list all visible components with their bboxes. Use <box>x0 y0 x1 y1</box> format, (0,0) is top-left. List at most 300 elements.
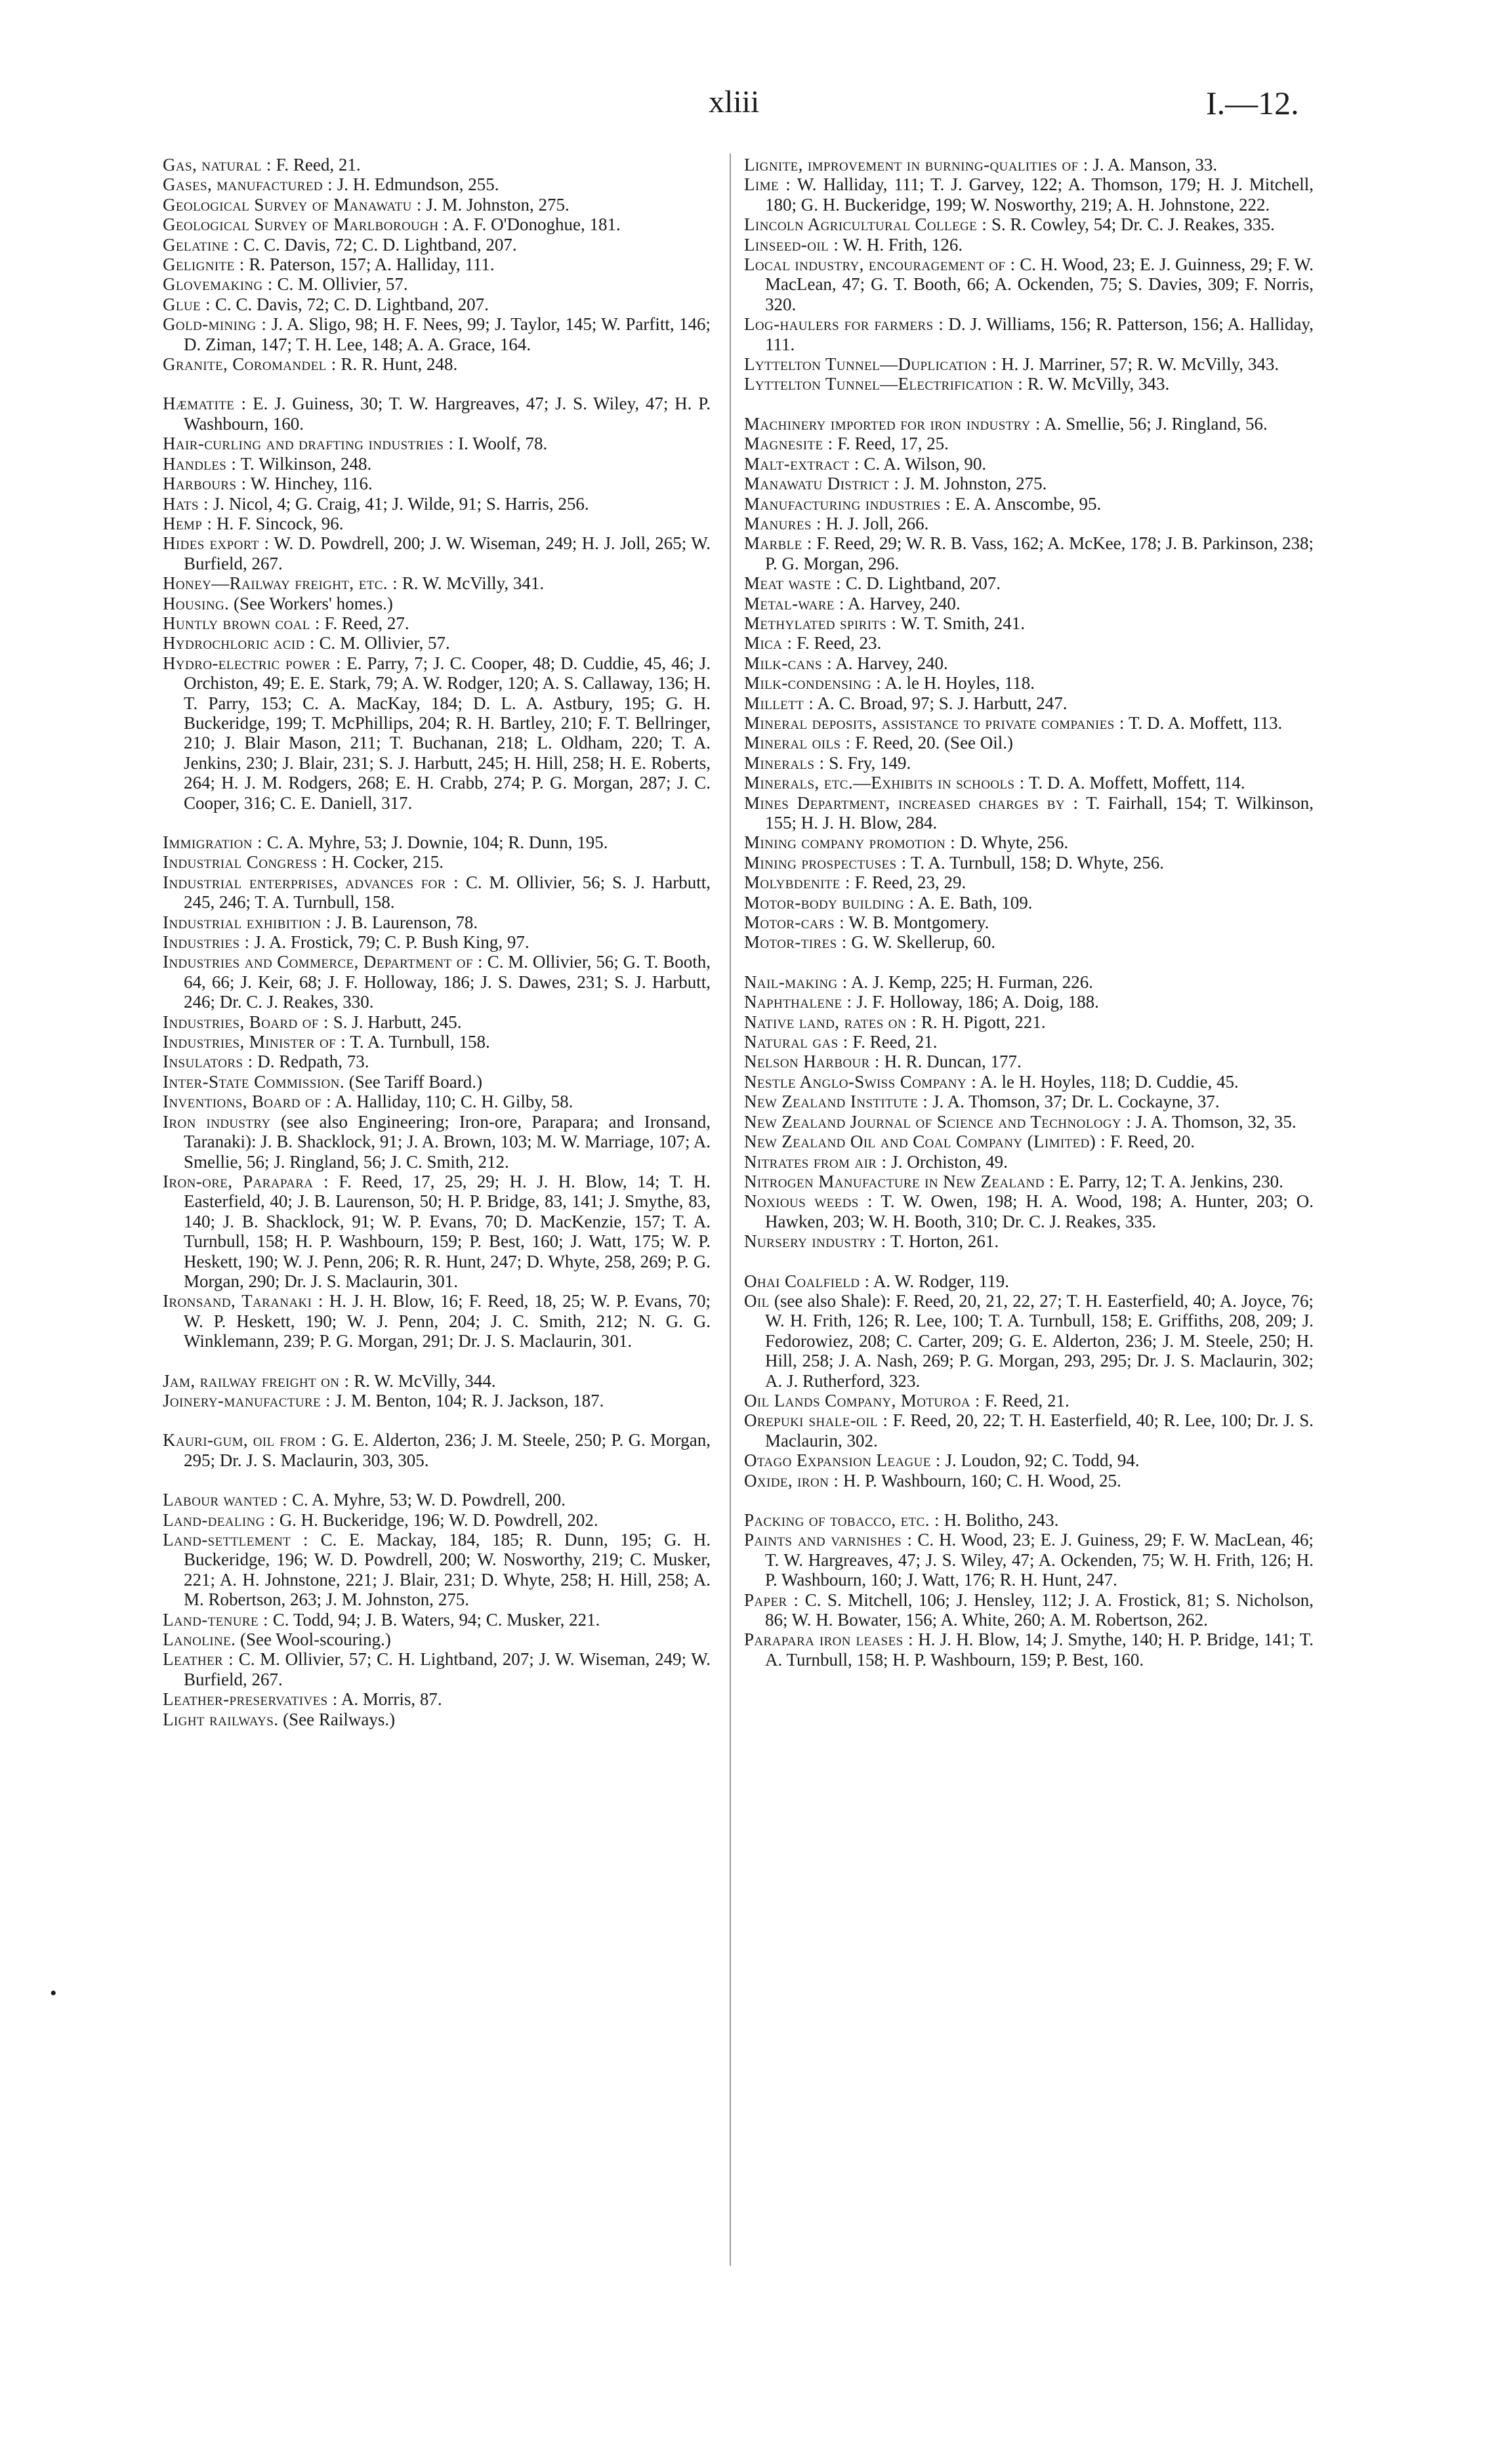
index-references: A. Morris, 87. <box>341 1689 442 1710</box>
index-entry <box>744 514 1314 533</box>
index-entry <box>163 514 711 533</box>
index-entry <box>744 753 1314 773</box>
index-entry <box>744 215 1314 234</box>
index-entry <box>163 913 711 932</box>
index-references: I. Woolf, 78. <box>458 434 548 454</box>
index-references: T. Fairhall, 154; T. Wilkinson, 155; H. J. H. Blow, 284. <box>765 792 1314 832</box>
index-references: G. E. Alderton, 236; J. M. Steele, 250; P. G. Morgan, 295; Dr. J. S. Maclaurin, 303, 305. <box>184 1430 711 1470</box>
index-references: T. A. Turnbull, 158. <box>350 1032 490 1052</box>
index-references: C. E. Mackay, 184, 185; R. Dunn, 195; G. H. Buckeridge, 196; W. D. Powdrell, 200; W. Nosworthy, 219; C. Musker, 221; A. H. Johnstone, 221; J. Blair, 231; D. Whyte, 258; H. Hill, 258; A. M. Robertson, 263; J. M. Johnston, 275. <box>184 1530 711 1610</box>
index-heading: Manures : <box>744 513 821 533</box>
index-references: J. M. Johnston, 275. <box>426 194 570 215</box>
index-entry <box>744 1450 1314 1470</box>
index-references: S. J. Harbutt, 245. <box>333 1012 462 1032</box>
index-entry <box>744 773 1314 792</box>
index-heading: New Zealand Journal of Science and Technology : <box>744 1111 1132 1132</box>
index-heading: Natural gas : <box>744 1032 848 1052</box>
index-references: R. W. McVilly, 343. <box>1027 374 1170 394</box>
index-heading: Hæmatite : <box>163 394 247 414</box>
index-heading: Industries, Minister of : <box>163 1032 346 1052</box>
index-entry <box>744 314 1314 354</box>
index-entry <box>163 235 711 255</box>
index-entry <box>744 1510 1314 1530</box>
index-entry <box>163 594 711 613</box>
index-heading: Light railways. <box>163 1709 279 1729</box>
index-heading: Naphthalene : <box>744 992 852 1012</box>
index-entry <box>744 1032 1314 1052</box>
index-heading: Minerals : <box>744 752 825 773</box>
index-heading: New Zealand Oil and Coal Company (Limited) : <box>744 1132 1106 1152</box>
index-heading: Land-dealing : <box>163 1509 275 1530</box>
index-entry <box>744 1112 1314 1132</box>
index-references: D. J. Williams, 156; R. Patterson, 156; A. Halliday, 111. <box>765 314 1314 354</box>
index-entry <box>744 1132 1314 1151</box>
index-references: J. Nicol, 4; G. Craig, 41; J. Wilde, 91; S. Harris, 256. <box>213 493 589 514</box>
index-heading: Iron-ore, Parapara : <box>163 1171 329 1191</box>
index-heading: Motor-body building : <box>744 892 915 913</box>
index-heading: Hydro-electric power : <box>163 653 342 673</box>
index-entry <box>744 893 1314 913</box>
index-references: D. Redpath, 73. <box>257 1052 369 1072</box>
index-references: (see also Shale): F. Reed, 20, 21, 22, 27; T. H. Easterfield, 40; A. Joyce, 76; W. H. Frith, 126; R. Lee, 100; T. A. Turnbull, 158; E. Griffiths, 208, 209; J. Fedorowiez, 208; C. Carter, 209; G. E. Alderton, 236; J. M. Steele, 250; H. Hill, 258; J. A. Nash, 269; P. G. Morgan, 293, 295; Dr. J. S. Maclaurin, 302; A. J. Rutherford, 323. <box>765 1290 1314 1391</box>
index-references: C. Todd, 94; J. B. Waters, 94; C. Musker, 221. <box>272 1609 600 1630</box>
index-heading: Lyttelton Tunnel—Electrification : <box>744 374 1024 394</box>
index-entry <box>163 454 711 474</box>
index-heading: Nail-making : <box>744 972 848 992</box>
index-entry <box>163 1610 711 1630</box>
index-entry <box>163 1530 711 1610</box>
index-heading: Local industry, encouragement of : <box>744 255 1016 275</box>
index-heading: Oil <box>744 1290 770 1311</box>
index-entry <box>744 494 1314 514</box>
index-references: A. Harvey, 240. <box>848 593 961 613</box>
index-entry <box>744 1410 1314 1450</box>
index-heading: Mining company promotion : <box>744 832 956 853</box>
index-heading: Mines Department, increased charges by : <box>744 792 1079 813</box>
index-heading: Parapara iron leases : <box>744 1630 914 1650</box>
index-references: A. le H. Hoyles, 118; D. Cuddie, 45. <box>980 1071 1239 1092</box>
index-entry <box>163 873 711 913</box>
index-heading: Land-settlement : <box>163 1530 308 1550</box>
index-references: C. D. Lightband, 207. <box>845 573 1001 594</box>
index-heading: Otago Expansion League : <box>744 1450 941 1471</box>
index-entry <box>744 713 1314 733</box>
index-entry <box>163 653 711 813</box>
index-heading: Methylated spirits : <box>744 613 897 633</box>
index-references: J. A. Sligo, 98; H. F. Nees, 99; J. Taylor, 145; W. Parfitt, 146; D. Ziman, 147; T. H. Lee, 148; A. A. Grace, 164. <box>184 314 711 354</box>
index-heading: Lanoline. <box>163 1630 236 1650</box>
page-number: xliii <box>709 85 760 119</box>
index-heading: Malt-extract : <box>744 453 860 474</box>
index-heading: Industrial Congress : <box>163 852 327 873</box>
index-heading: Native land, rates on : <box>744 1012 917 1032</box>
page-header <box>0 84 1496 130</box>
index-entry <box>744 414 1314 434</box>
index-entry <box>163 314 711 354</box>
index-heading: Industries and Commerce, Department of : <box>163 952 483 972</box>
index-references: E. Parry, 7; J. C. Cooper, 48; D. Cuddie, 45, 46; J. Orchiston, 49; E. E. Stark, 79; A. W. Rodger, 120; A. S. Callaway, 136; H. T. Parry, 153; C. A. MacKay, 184; D. L. A. Astbury, 195; G. H. Buckeridge, 199; T. McPhillips, 204; R. H. Bartley, 210; F. T. Bellringer, 210; J. Blair Mason, 211; T. Buchanan, 218; L. Oldham, 220; T. A. Jenkins, 230; J. Blair, 231; S. J. Harbutt, 245; H. Hill, 258; H. E. Roberts, 264; H. J. M. Rodgers, 268; E. H. Crabb, 274; P. G. Morgan, 287; J. C. Cooper, 316; C. E. Daniell, 317. <box>184 653 711 813</box>
index-heading: Molybdenite : <box>744 873 850 893</box>
index-heading: Housing. <box>163 593 230 613</box>
index-references: W. B. Montgomery. <box>848 913 989 933</box>
index-entry <box>744 374 1314 394</box>
index-heading: Lyttelton Tunnel—Duplication : <box>744 354 997 375</box>
index-entry <box>744 853 1314 873</box>
index-entry <box>744 1530 1314 1590</box>
index-entry <box>744 155 1314 175</box>
index-references: R. H. Pigott, 221. <box>921 1012 1046 1032</box>
index-heading: Nitrates from air : <box>744 1151 887 1172</box>
index-heading: Nestle Anglo-Swiss Company : <box>744 1071 977 1092</box>
index-heading: Log-haulers for farmers : <box>744 314 944 335</box>
index-entry <box>744 533 1314 573</box>
index-heading: Millett : <box>744 693 814 713</box>
index-heading: Manawatu District : <box>744 474 900 494</box>
index-heading: Metal-ware : <box>744 593 844 613</box>
index-references: F. Reed, 29; W. R. B. Vass, 162; A. McKee, 178; J. B. Parkinson, 238; P. G. Morgan, 296. <box>765 533 1314 573</box>
margin-mark: • <box>50 1982 57 2004</box>
index-heading: Honey—Railway freight, etc. : <box>163 573 398 594</box>
index-references: C. M. Ollivier, 56; S. J. Harbutt, 245, 246; T. A. Turnbull, 158. <box>184 872 711 913</box>
index-references: W. D. Powdrell, 200; J. W. Wiseman, 249; H. J. Joll, 265; W. Burfield, 267. <box>184 533 711 573</box>
index-heading: Meat waste : <box>744 573 841 594</box>
index-entry <box>163 932 711 952</box>
index-references: C. C. Davis, 72; C. D. Lightband, 207. <box>243 234 517 255</box>
index-heading: Jam, railway freight on : <box>163 1370 350 1391</box>
index-heading: Immigration : <box>163 832 262 852</box>
index-references: E. A. Anscombe, 95. <box>955 493 1102 514</box>
index-references: C. S. Mitchell, 106; J. Hensley, 112; J. A. Frostick, 81; S. Nicholson, 86; W. H. Bowater, 156; A. White, 260; A. M. Robertson, 262. <box>765 1590 1314 1630</box>
index-entry <box>744 354 1314 374</box>
index-references: F. Reed, 21. <box>984 1390 1070 1410</box>
index-references: J. H. Edmundson, 255. <box>337 175 499 195</box>
index-references: C. H. Wood, 23; E. J. Guinness, 29; F. W. MacLean, 47; G. T. Booth, 66; A. Ockenden, 75; S. Davies, 309; F. Norris, 320. <box>765 255 1314 314</box>
index-references: J. M. Benton, 104; R. J. Jackson, 187. <box>335 1390 604 1410</box>
index-entry <box>163 1112 711 1172</box>
index-entry <box>744 1391 1314 1410</box>
index-entry <box>163 1172 711 1291</box>
index-heading: Mineral deposits, assistance to private companies : <box>744 712 1125 733</box>
index-entry <box>163 1689 711 1709</box>
index-heading: Gas, natural : <box>163 155 272 175</box>
index-heading: Iron industry <box>163 1111 271 1132</box>
index-entry <box>163 1649 711 1689</box>
index-references: J. M. Johnston, 275. <box>904 474 1047 494</box>
index-references: A. Smellie, 56; J. Ringland, 56. <box>1044 413 1268 434</box>
index-heading: Magnesite : <box>744 434 833 454</box>
index-entry <box>163 633 711 653</box>
index-entry <box>163 175 711 194</box>
index-column-right <box>744 155 1314 1670</box>
index-heading: Land-tenure : <box>163 1609 269 1630</box>
index-heading: Gelatine : <box>163 234 239 255</box>
index-entry <box>744 972 1314 992</box>
index-entry <box>163 1430 711 1470</box>
index-references: (See Workers' homes.) <box>233 593 393 613</box>
index-entry <box>163 1391 711 1410</box>
index-entry <box>163 295 711 314</box>
index-references: F. Reed, 20, 22; T. H. Easterfield, 40; R. Lee, 100; Dr. J. S. Maclaurin, 302. <box>765 1410 1314 1450</box>
index-references: H. Cocker, 215. <box>331 852 444 873</box>
index-entry <box>744 932 1314 952</box>
index-references: W. H. Frith, 126. <box>842 234 963 255</box>
index-references: T. W. Owen, 198; H. A. Wood, 198; A. Hunter, 203; O. Hawken, 203; W. H. Booth, 310; Dr. C. J. Reakes, 335. <box>765 1191 1314 1231</box>
index-heading: Hats : <box>163 493 209 514</box>
index-entry <box>163 1291 711 1351</box>
index-heading: Mica : <box>744 633 793 653</box>
index-heading: Nitrogen Manufacture in New Zealand : <box>744 1171 1054 1191</box>
index-heading: Oil Lands Company, Moturoa : <box>744 1390 980 1410</box>
index-entry <box>163 274 711 294</box>
index-references: F. Reed, 20. <box>1110 1132 1195 1152</box>
index-entry <box>163 394 711 434</box>
index-heading: Inventions, Board of : <box>163 1092 332 1112</box>
index-entry <box>163 354 711 374</box>
index-entry <box>744 1271 1314 1291</box>
index-heading: Lime : <box>744 175 791 195</box>
index-entry <box>744 1191 1314 1231</box>
index-references: C. H. Wood, 23; E. J. Guiness, 29; F. W. MacLean, 46; T. W. Hargreaves, 47; J. S. Wiley, 47; A. Ockenden, 75; W. H. Frith, 126; H. P. Washbourn, 160; J. Watt, 176; R. H. Hunt, 247. <box>765 1530 1314 1590</box>
index-entry <box>744 454 1314 474</box>
index-heading: Glovemaking : <box>163 274 273 295</box>
index-entry <box>163 255 711 274</box>
index-entry <box>163 1032 711 1052</box>
index-references: J. F. Holloway, 186; A. Doig, 188. <box>856 992 1099 1012</box>
index-heading: Kauri-gum, oil from : <box>163 1430 327 1450</box>
index-references: W. T. Smith, 241. <box>900 613 1025 633</box>
index-heading: Leather-preservatives : <box>163 1689 338 1710</box>
index-references: F. Reed, 17, 25, 29; H. J. H. Blow, 14; T. H. Easterfield, 40; J. B. Laurenson, 50; H. P. Bridge, 83, 141; J. Smythe, 83, 140; J. B. Shacklock, 91; W. P. Evans, 70; D. MacKenzie, 157; T. A. Turnbull, 158; H. P. Washbourn, 159; P. Best, 160; J. Watt, 175; W. P. Heskett, 190; W. J. Penn, 206; R. R. Hunt, 247; D. Whyte, 258, 269; P. G. Morgan, 290; Dr. J. S. Maclaurin, 301. <box>184 1171 711 1291</box>
index-heading: Industries : <box>163 932 250 953</box>
index-references: W. Hinchey, 116. <box>250 474 373 494</box>
index-references: F. Reed, 20. (See Oil.) <box>855 733 1014 753</box>
index-references: F. Reed, 21. <box>852 1032 938 1052</box>
index-references: T. Horton, 261. <box>890 1231 999 1252</box>
index-entry <box>163 613 711 633</box>
index-heading: Motor-cars : <box>744 913 845 933</box>
index-entry <box>744 235 1314 255</box>
index-heading: Nelson Harbour : <box>744 1052 880 1072</box>
index-entry <box>744 653 1314 673</box>
index-references: E. Parry, 12; T. A. Jenkins, 230. <box>1058 1171 1283 1191</box>
index-entry <box>744 1072 1314 1092</box>
index-references: C. A. Wilson, 90. <box>863 453 987 474</box>
index-references: (see also Engineering; Iron-ore, Parapara; and Ironsand, Taranaki): J. B. Shacklock, 91; J. A. Brown, 103; M. W. Marriage, 107; A. Smellie, 56; J. Ringland, 56; J. C. Smith, 212. <box>184 1111 711 1172</box>
index-references: T. D. A. Moffett, 113. <box>1129 712 1283 733</box>
index-heading: Ironsand, Taranaki : <box>163 1291 323 1311</box>
index-references: R. Paterson, 157; A. Halliday, 111. <box>249 255 495 275</box>
index-entry <box>744 1291 1314 1391</box>
index-heading: Industrial exhibition : <box>163 912 331 932</box>
index-entry <box>163 215 711 234</box>
index-heading: Lignite, improvement in burning-qualities of : <box>744 155 1089 175</box>
index-entry <box>744 1012 1314 1032</box>
index-heading: Gold-mining : <box>163 314 267 335</box>
index-references: C. M. Ollivier, 57; C. H. Lightband, 207; J. W. Wiseman, 249; W. Burfield, 267. <box>184 1649 711 1689</box>
index-entry <box>744 255 1314 314</box>
index-heading: Hydrochloric acid : <box>163 633 315 653</box>
index-heading: New Zealand Institute : <box>744 1092 928 1112</box>
index-heading: Industries, Board of : <box>163 1012 329 1032</box>
index-heading: Nursery industry : <box>744 1231 886 1252</box>
index-entry <box>744 1092 1314 1111</box>
index-heading: Manufacturing industries : <box>744 493 951 514</box>
index-references: T. A. Turnbull, 158; D. Whyte, 256. <box>910 852 1164 873</box>
index-references: C. A. Myhre, 53; J. Downie, 104; R. Dunn, 195. <box>266 832 608 852</box>
index-entry <box>163 952 711 1012</box>
index-references: H. R. Duncan, 177. <box>884 1052 1022 1072</box>
index-column-left <box>163 155 711 1729</box>
index-references: S. Fry, 149. <box>829 752 911 773</box>
index-entry <box>744 693 1314 713</box>
index-entry <box>744 1471 1314 1490</box>
index-references: (See Wool-scouring.) <box>240 1630 391 1650</box>
column-divider <box>730 154 731 2266</box>
index-references: H. J. Joll, 266. <box>825 513 929 533</box>
index-references: S. R. Cowley, 54; Dr. C. J. Reakes, 335. <box>991 215 1275 235</box>
index-heading: Machinery imported for iron industry : <box>744 413 1041 434</box>
index-heading: Industrial enterprises, advances for : <box>163 872 459 892</box>
index-references: H. P. Washbourn, 160; C. H. Wood, 25. <box>843 1470 1121 1490</box>
index-heading: Glue : <box>163 294 211 314</box>
parliamentary-paper-reference: I.—12. <box>1206 85 1299 121</box>
index-references: T. D. A. Moffett, Moffett, 114. <box>1028 773 1245 793</box>
index-entry <box>163 195 711 215</box>
index-heading: Linseed-oil : <box>744 234 839 255</box>
index-heading: Geological Survey of Marlborough : <box>163 215 449 235</box>
index-heading: Hemp : <box>163 513 213 533</box>
index-references: F. Reed, 23. <box>797 633 882 653</box>
index-references: D. Whyte, 256. <box>959 832 1069 853</box>
index-references: J. A. Manson, 33. <box>1092 155 1218 175</box>
index-references: H. J. H. Blow, 16; F. Reed, 18, 25; W. P. Evans, 70; W. P. Heskett, 190; W. J. Penn, 204; J. C. Smith, 212; N. G. G. Winklemann, 239; P. G. Morgan, 291; Dr. J. S. Maclaurin, 301. <box>184 1291 711 1351</box>
index-references: H. J. H. Blow, 14; J. Smythe, 140; H. P. Bridge, 141; T. A. Turnbull, 158; H. P. Washbourn, 159; P. Best, 160. <box>765 1630 1314 1670</box>
index-entry <box>163 1012 711 1032</box>
index-heading: Packing of tobacco, etc. : <box>744 1510 940 1530</box>
index-heading: Leather : <box>163 1649 234 1670</box>
index-references: F. Reed, 23, 29. <box>854 873 966 893</box>
index-entry <box>744 873 1314 892</box>
index-entry <box>163 434 711 453</box>
index-heading: Minerals, etc.—Exhibits in schools : <box>744 773 1025 793</box>
index-entry <box>744 673 1314 693</box>
index-references: J. A. Thomson, 32, 35. <box>1135 1111 1297 1132</box>
index-references: J. Orchiston, 49. <box>891 1151 1008 1172</box>
index-entry <box>163 1092 711 1111</box>
index-entry <box>163 1490 711 1509</box>
index-heading: Geological Survey of Manawatu : <box>163 194 422 215</box>
index-heading: Hides export : <box>163 533 270 554</box>
index-references: H. F. Sincock, 96. <box>216 513 344 533</box>
index-heading: Inter-State Commission. <box>163 1071 344 1092</box>
index-entry <box>744 434 1314 453</box>
index-references: C. M. Ollivier, 56; G. T. Booth, 64, 66; J. Keir, 68; J. F. Holloway, 186; J. S. Dawes, 231; S. J. Harbutt, 246; Dr. C. J. Reakes, 330. <box>184 952 711 1012</box>
index-references: C. C. Davis, 72; C. D. Lightband, 207. <box>215 294 489 314</box>
index-entry <box>163 494 711 514</box>
index-references: A. le H. Hoyles, 118. <box>884 673 1035 693</box>
index-heading: Orepuki shale-oil : <box>744 1410 888 1431</box>
index-heading: Milk-cans : <box>744 653 832 673</box>
index-references: J. B. Laurenson, 78. <box>335 912 478 932</box>
index-references: J. A. Frostick, 79; C. P. Bush King, 97. <box>254 932 530 953</box>
index-references: R. R. Hunt, 248. <box>341 354 458 375</box>
index-entry <box>744 474 1314 493</box>
index-references: A. C. Broad, 97; S. J. Harbutt, 247. <box>817 693 1068 713</box>
index-heading: Harbours : <box>163 474 247 494</box>
index-entry <box>744 1231 1314 1251</box>
index-heading: Gelignite : <box>163 255 245 275</box>
index-heading: Noxious weeds : <box>744 1191 873 1212</box>
index-entry <box>744 793 1314 833</box>
index-entry <box>744 913 1314 932</box>
index-heading: Mineral oils : <box>744 733 851 753</box>
index-entry <box>163 1510 711 1530</box>
index-entry <box>163 533 711 573</box>
index-references: R. W. McVilly, 344. <box>354 1370 496 1391</box>
index-entry <box>163 474 711 493</box>
index-references: H. J. Marriner, 57; R. W. McVilly, 343. <box>1001 354 1279 375</box>
index-heading: Ohai Coalfield : <box>744 1271 870 1291</box>
index-heading: Oxide, iron : <box>744 1470 839 1490</box>
index-references: F. Reed, 21. <box>276 155 361 175</box>
index-heading: Gases, manufactured : <box>163 175 333 195</box>
index-references: C. M. Ollivier, 57. <box>319 633 450 653</box>
index-entry <box>163 832 711 852</box>
index-entry <box>163 852 711 872</box>
index-entry <box>744 992 1314 1012</box>
index-references: W. Halliday, 111; T. J. Garvey, 122; A. Thomson, 179; H. J. Mitchell, 180; G. H. Buckeridge, 199; W. Nosworthy, 219; A. H. Johnstone, 222. <box>765 175 1314 215</box>
index-entry <box>744 1630 1314 1670</box>
index-entry <box>744 832 1314 852</box>
index-entry <box>744 733 1314 752</box>
index-heading: Labour wanted : <box>163 1490 288 1510</box>
index-heading: Granite, Coromandel : <box>163 354 337 375</box>
index-references: A. J. Kemp, 225; H. Furman, 226. <box>850 972 1093 992</box>
index-heading: Handles : <box>163 453 237 474</box>
index-references: C. M. Ollivier, 57. <box>277 274 408 295</box>
index-entry <box>744 1052 1314 1071</box>
index-entry <box>163 1630 711 1649</box>
index-entry <box>744 613 1314 633</box>
index-entry <box>744 1172 1314 1191</box>
index-heading: Paper : <box>744 1590 799 1610</box>
index-references: F. Reed, 27. <box>324 613 409 633</box>
index-heading: Motor-tires : <box>744 932 847 953</box>
index-entry <box>163 1052 711 1071</box>
index-references: C. A. Myhre, 53; W. D. Powdrell, 200. <box>291 1490 566 1510</box>
index-references: A. Halliday, 110; C. H. Gilby, 58. <box>335 1092 573 1112</box>
index-references: R. W. McVilly, 341. <box>402 573 545 594</box>
index-references: G. H. Buckeridge, 196; W. D. Powdrell, 202. <box>279 1509 598 1530</box>
index-heading: Paints and varnishes : <box>744 1530 913 1550</box>
index-heading: Milk-condensing : <box>744 673 882 693</box>
index-references: G. W. Skellerup, 60. <box>851 932 996 953</box>
index-heading: Mining prospectuses : <box>744 852 907 873</box>
index-heading: Marble : <box>744 533 812 554</box>
index-entry <box>744 573 1314 593</box>
index-entry <box>163 1710 711 1729</box>
index-entry <box>744 1152 1314 1172</box>
index-references: J. A. Thomson, 37; Dr. L. Cockayne, 37. <box>932 1092 1220 1112</box>
index-entry <box>744 175 1314 215</box>
index-entry <box>744 633 1314 653</box>
index-entry <box>744 1590 1314 1630</box>
index-references: T. Wilkinson, 248. <box>240 453 372 474</box>
index-references: J. Loudon, 92; C. Todd, 94. <box>945 1450 1140 1471</box>
index-entry <box>163 1371 711 1391</box>
index-references: A. W. Rodger, 119. <box>873 1271 1009 1291</box>
index-heading: Insulators : <box>163 1052 253 1072</box>
